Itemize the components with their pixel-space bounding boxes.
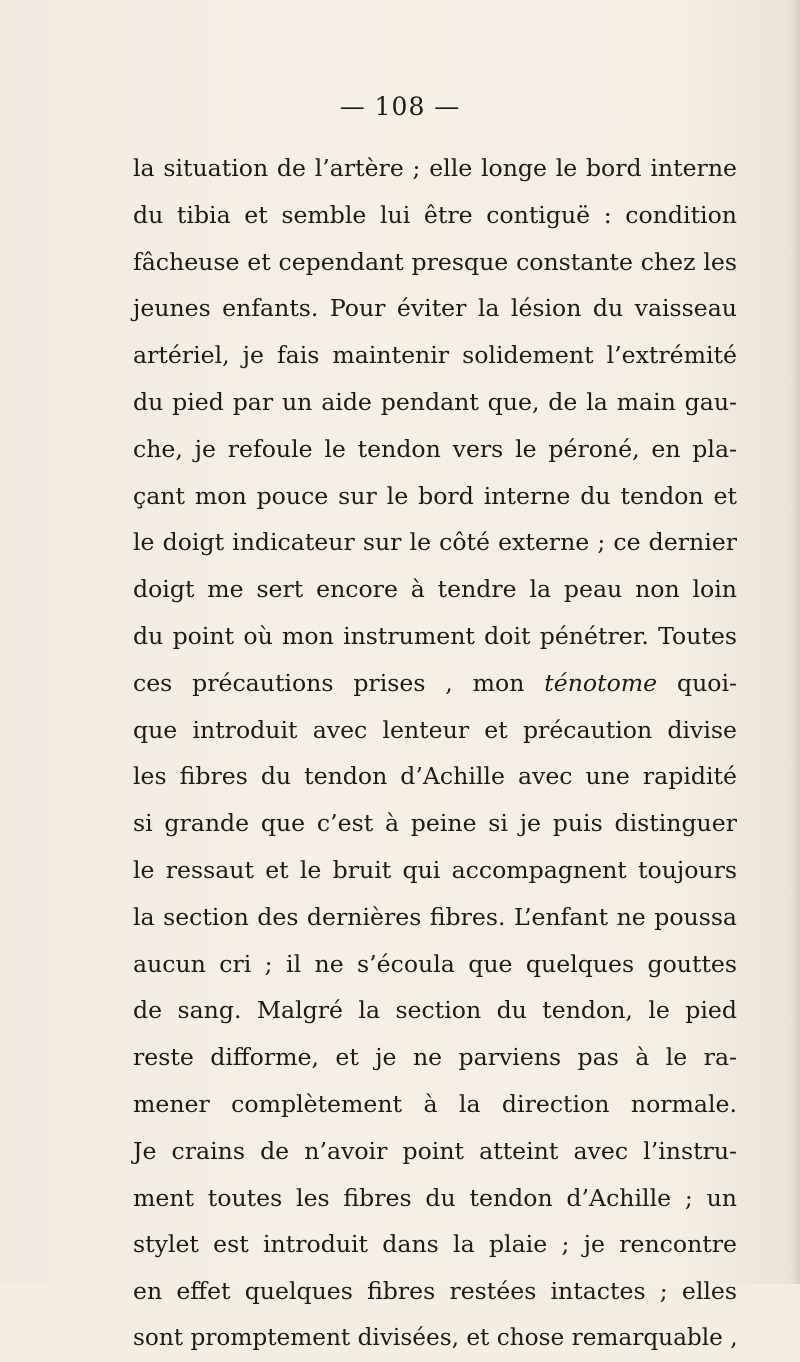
text-line: doigt me sert encore à tendre la peau non loin bbox=[133, 575, 737, 604]
italic-term: ténotome bbox=[544, 668, 658, 697]
text-line: reste difforme, et je ne parviens pas à le ra- bbox=[133, 1043, 737, 1072]
text-line: du pied par un aide pendant que, de la main gau- bbox=[133, 387, 737, 416]
text-line: du point où mon instrument doit pénétrer. Toutes bbox=[133, 621, 737, 650]
page-edge-shadow bbox=[790, 0, 800, 1284]
text-line: la section des dernières fibres. L’enfant ne poussa bbox=[133, 902, 737, 931]
text-line: du tibia et semble lui être contiguë : condition bbox=[133, 200, 737, 229]
text-line: la situation de l’artère ; elle longe le bord interne bbox=[133, 154, 737, 182]
text-line: les fibres du tendon d’Achille avec une rapidité bbox=[133, 762, 737, 791]
text-line: sont promptement divisées, et chose remarquable , bbox=[133, 1323, 738, 1351]
text-line: de sang. Malgré la section du tendon, le pied bbox=[133, 996, 737, 1025]
text-line: artériel, je fais maintenir solidement l’extrémité bbox=[133, 341, 737, 370]
text-line: Je crains de n’avoir point atteint avec l’instru- bbox=[133, 1136, 737, 1165]
text-line: que introduit avec lenteur et précaution divise bbox=[133, 715, 737, 744]
text-line: en effet quelques fibres restées intactes ; elles bbox=[133, 1277, 737, 1306]
text-line: çant mon pouce sur le bord interne du tendon et bbox=[133, 481, 737, 510]
text-line-italic-term: ces précautions prises , mon ténotome quoi- bbox=[133, 668, 737, 697]
body-text bbox=[133, 145, 737, 1362]
text-line: le doigt indicateur sur le côté externe ; ce dernier bbox=[133, 528, 737, 557]
text-line: che, je refoule le tendon vers le péroné, en pla- bbox=[133, 434, 737, 463]
text-line: jeunes enfants. Pour éviter la lésion du vaisseau bbox=[133, 294, 737, 323]
text-line: aucun cri ; il ne s’écoula que quelques gouttes bbox=[133, 949, 737, 978]
text-line: mener complètement à la direction normale. bbox=[133, 1089, 737, 1118]
text-line: le ressaut et le bruit qui accompagnent toujours bbox=[133, 855, 737, 884]
text-line: si grande que c’est à peine si je puis distinguer bbox=[133, 809, 737, 838]
text-line: ment toutes les fibres du tendon d’Achille ; un bbox=[133, 1183, 737, 1212]
text-line: stylet est introduit dans la plaie ; je rencontre bbox=[133, 1230, 737, 1259]
page-number-header: — 108 — bbox=[339, 92, 461, 121]
text-line: fâcheuse et cependant presque constante chez les bbox=[133, 247, 737, 276]
